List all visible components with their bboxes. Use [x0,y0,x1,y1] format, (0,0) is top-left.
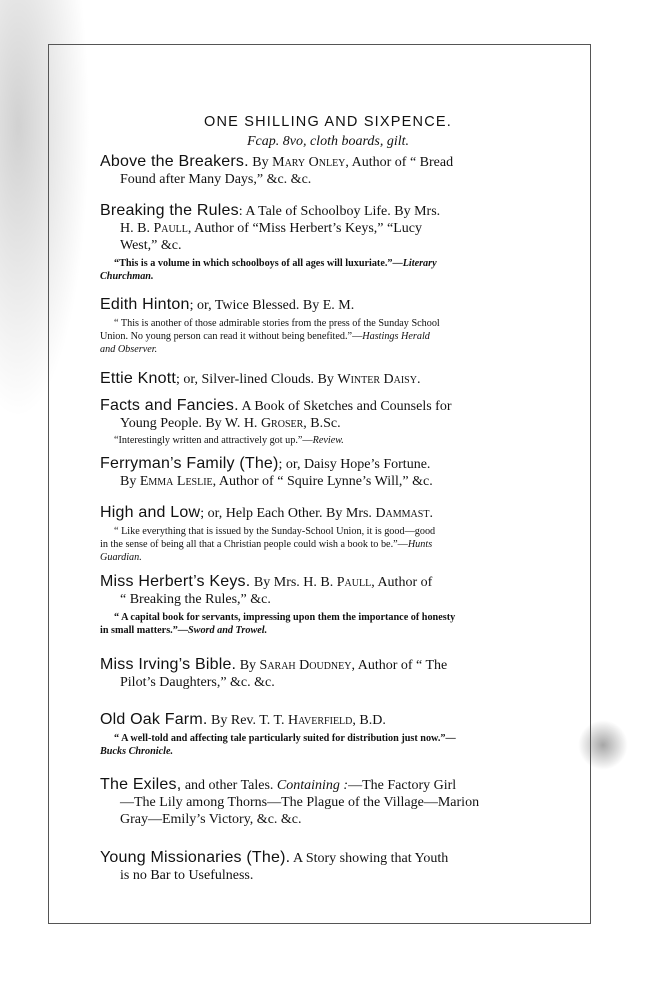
author-name: Paull [153,221,188,236]
book-title: Above the Breakers. [100,153,249,170]
price-heading: ONE SHILLING AND SIXPENCE. [204,114,452,130]
book-title: Young Missionaries (The). [100,849,291,866]
book-entry-young-missionaries: Young Missionaries (The). A Story showing that Youth is no Bar to Usefulness. [100,849,449,883]
book-entry-facts-and-fancies: Facts and Fancies. A Book of Sketches and Counsels for Young People. By W. H. Groser, B.Sc. “Interestingly written and attractively got up.”—Review. [100,397,560,447]
book-entry-edith-hinton: Edith Hinton; or, Twice Blessed. By E. M. “ This is another of those admirable stories from the press of the Sunday School Union. No young person can read it without being benefited.”—Hastings Herald and Observer. [100,296,560,356]
book-entry-miss-herberts-keys: Miss Herbert’s Keys. By Mrs. H. B. Paull, Author of “ Breaking the Rules,” &c. “ A capital book for servants, impressing upon them the importance of honesty in small matters.”—Sword and Trowel. [100,573,560,637]
book-title: Ferryman’s Family (The) [100,455,279,472]
review-quote: “ This is another of those admirable stories from the press of the Sunday School [114,318,440,329]
book-entry-high-and-low: High and Low; or, Help Each Other. By Mrs. Dammast. “ Like everything that is issued by the Sunday-School Union, it is good—good in the sense of being all that a Christian people could wish a book to be.”—Hunts Guardian. [100,504,560,564]
book-title: Miss Herbert’s Keys. [100,573,251,590]
review-quote: “ A well-told and affecting tale particularly suited for distribution just now.”— [114,733,456,744]
book-entry-breaking-the-rules: Breaking the Rules: A Tale of Schoolboy Life. By Mrs. H. B. Paull, Author of “Miss Herbert’s Keys,” “Lucy West,” &c. “This is a volume in which schoolboys of all ages will luxuriate.”—Literary Churchman. [100,202,560,283]
book-entry-above-the-breakers: Above the Breakers. By Mary Onley, Author of “ Bread Found after Many Days,” &c. &c. [100,153,454,187]
author-name: Mary Onley [272,155,346,170]
book-title: High and Low [100,504,201,521]
book-title: Edith Hinton [100,296,190,313]
book-title: The Exiles, [100,776,182,793]
review-quote: “ A capital book for servants, impressing upon them the importance of honesty [114,612,456,623]
book-entry-ferrymans-family: Ferryman’s Family (The); or, Daisy Hope’s Fortune. By Emma Leslie, Author of “ Squire Lynne’s Will,” &c. [100,455,433,489]
book-entry-ettie-knott: Ettie Knott; or, Silver-lined Clouds. By Winter Daisy. [100,370,421,387]
author-name: Dammast. [375,506,433,521]
author-name: Haverfield [288,713,353,728]
author-name: Sarah Doudney [259,658,352,673]
book-title: Old Oak Farm. [100,711,208,728]
author-name: Emma Leslie [139,474,213,489]
book-entry-the-exiles: The Exiles, and other Tales. Containing :—The Factory Girl —The Lily among Thorns—The Plague of the Village—Marion Gray—Emily’s Victory, &c. &c. [100,776,480,827]
review-quote: “This is a volume in which schoolboys of all ages will luxuriate.”—Literary [114,258,437,269]
book-title: Facts and Fancies. [100,397,239,414]
review-quote: “ Like everything that is issued by the Sunday-School Union, it is good—good [114,526,436,537]
author-name: Winter Daisy. [337,372,421,387]
book-title: Ettie Knott [100,370,177,387]
book-title: Breaking the Rules [100,202,239,219]
author-name: Paull [336,575,372,590]
book-title: Miss Irving’s Bible. [100,656,237,673]
format-subheading: Fcap. 8vo, cloth boards, gilt. [246,134,410,149]
author-name: Groser [260,416,304,431]
book-entry-miss-irvings-bible: Miss Irving’s Bible. By Sarah Doudney, Author of “ The Pilot’s Daughters,” &c. &c. [100,656,448,690]
review-quote: “Interestingly written and attractively got up.”—Review. [114,435,344,446]
book-entry-old-oak-farm: Old Oak Farm. By Rev. T. T. Haverfield, B.D. “ A well-told and affecting tale particularly suited for distribution just now.”— Bucks Chronicle. [100,711,560,758]
